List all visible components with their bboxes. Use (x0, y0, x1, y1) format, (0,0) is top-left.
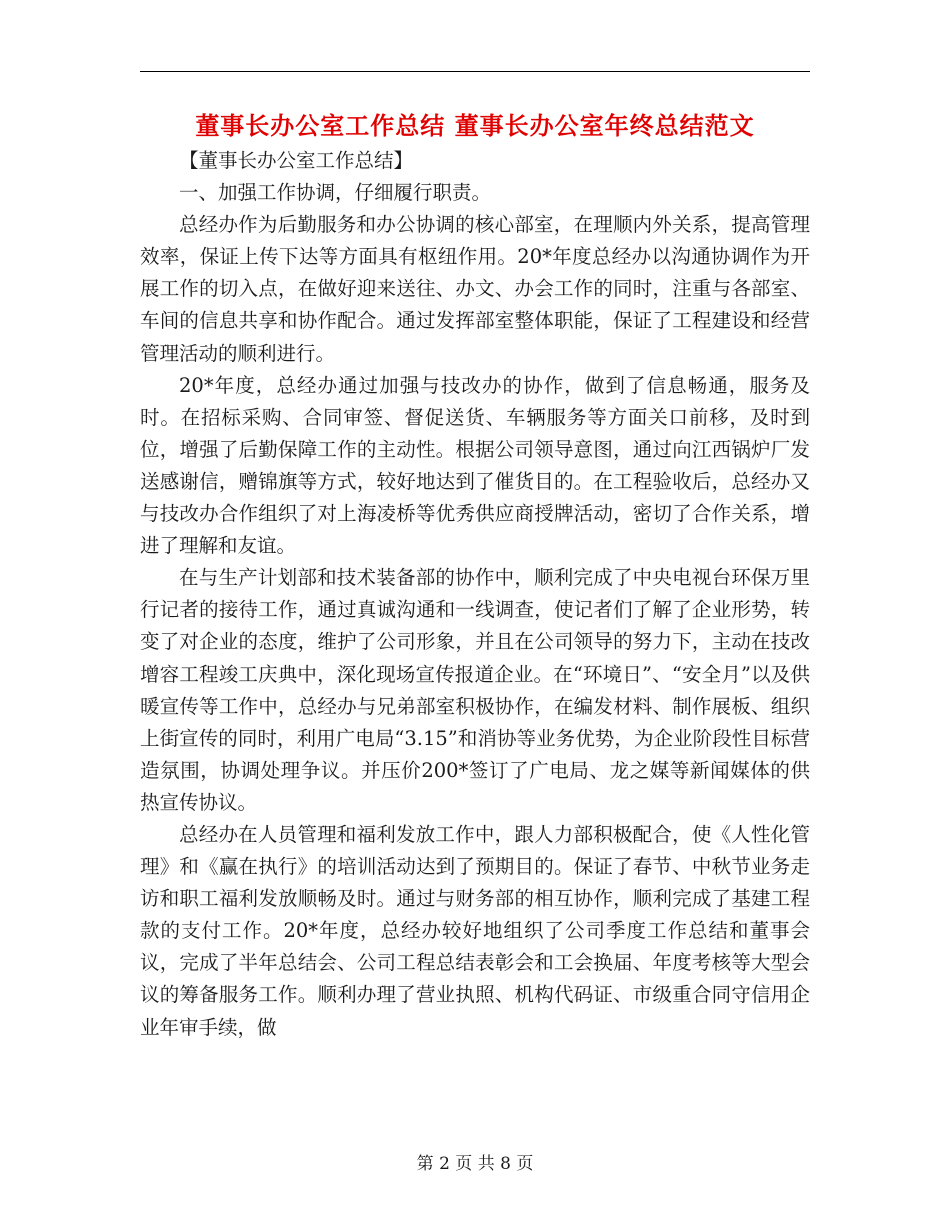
page-number-footer: 第 2 页 共 8 页 (416, 1154, 534, 1174)
paragraph-body: 在与生产计划部和技术装备部的协作中，顺利完成了中央电视台环保万里行记者的接待工作，通过真诚沟通和一线调查，使记者们了解了企业形势，转变了对企业的态度，维护了公司形象，并且在公司领导的努力下，主动在技改增容工程竣工庆典中，深化现场宣传报道企业。在“环境日”、“安全月”以及供暖宣传等工作中，总经办与兄弟部室积极协作，在编发材料、制作展板、组织上街宣传的同时，利用广电局“3.15”和消协等业务优势，为企业阶段性目标营造氛围，协调处理争议。并压价200*签订了广电局、龙之媒等新闻媒体的供热宣传协议。 (140, 566, 810, 814)
paragraph-subheading: 一、加强工作协调，仔细履行职责。 (179, 181, 492, 205)
paragraph-body: 20*年度，总经办通过加强与技改办的协作，做到了信息畅通，服务及时。在招标采购、合同审签、督促送货、车辆服务等方面关口前移，及时到位，增强了后勤保障工作的主动性。根据公司领导意图，通过向江西锅炉厂发送感谢信，赠锦旗等方式，较好地达到了催货目的。在工程验收后，总经办又与技改办合作组织了对上海凌桥等优秀供应商授牌活动，密切了合作关系，增进了理解和友谊。 (140, 373, 810, 558)
document-title: 董事长办公室工作总结 董事长办公室年终总结范文 (195, 111, 755, 140)
paragraph-body: 总经办在人员管理和福利发放工作中，跟人力部积极配合，使《人性化管理》和《赢在执行》的培训活动达到了预期目的。保证了春节、中秋节业务走访和职工福利发放顺畅及时。通过与财务部的相互协作，顺利完成了基建工程款的支付工作。20*年度，总经办较好地组织了公司季度工作总结和董事会议，完成了半年总结会、公司工程总结表彰会和工会换届、年度考核等大型会议的筹备服务工作。顺利办理了营业执照、机构代码证、市级重合同守信用企业年审手续，做 (140, 822, 810, 1039)
paragraph-section-heading: 【董事长办公室工作总结】 (179, 149, 414, 172)
header-rule (140, 71, 810, 72)
document-body (140, 145, 810, 1044)
paragraph-body: 总经办作为后勤服务和办公协调的核心部室，在理顺内外关系，提高管理效率，保证上传下达等方面具有枢纽作用。20*年度总经办以沟通协调作为开展工作的切入点，在做好迎来送往、办文、办会工作的同时，注重与各部室、车间的信息共享和协作配合。通过发挥部室整体职能，保证了工程建设和经营管理活动的顺利进行。 (140, 213, 810, 365)
